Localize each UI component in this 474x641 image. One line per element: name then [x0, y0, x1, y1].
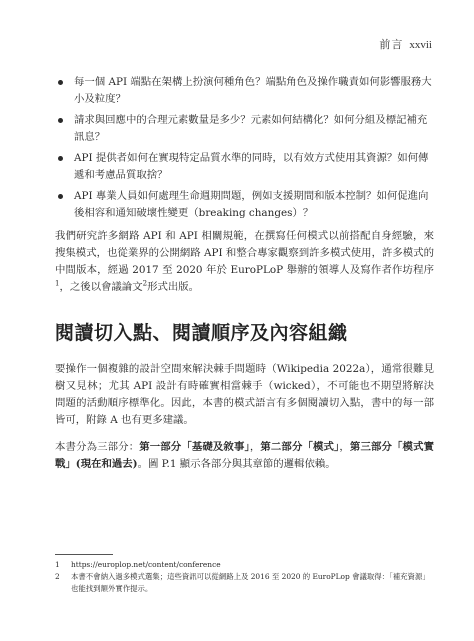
page-body [55, 74, 434, 473]
footnote-ref-1[interactable]: 1 [55, 279, 60, 288]
footnote-text: 本書不會納入過多模式選集；這些資訊可以從網路上及 2016 至 2020 的 EuroPLop 會議取得：「補充資源」也能找到額外實作提示。 [71, 572, 430, 593]
list-item-text: API 專業人員如何處理生命週期問題，例如支援期間和版本控制？如何促進向後相容和通知破壞性變更（breaking changes）？ [74, 190, 429, 219]
bullet-icon [58, 118, 63, 123]
separator: ， [339, 441, 350, 453]
section-heading: 閱讀切入點、閱讀順序及內容組織 [55, 322, 348, 344]
part-two-label: 第二部分「模式」 [260, 441, 340, 453]
question-list [55, 74, 434, 222]
research-paragraph [55, 228, 434, 296]
footnote-number: 2 [55, 572, 60, 581]
paragraph-text: 形式出版。 [147, 281, 200, 293]
footnote [55, 559, 434, 571]
structure-paragraph [55, 439, 434, 473]
footnote-number: 1 [55, 560, 60, 569]
list-item-text: API 提供者如何在實現特定品質水準的同時，以有效方式使用其資源？如何傳遞和考慮品質取捨？ [74, 152, 429, 181]
reading-paragraph: 要操作一個複雜的設計空間來解決棘手問題時（Wikipedia 2022a），通常很難見樹又見林；尤其 API 設計有時確實相當棘手（wicked），不可能也不期望將解決問題的活動順序標準化。因此，本書的模式語言有多個閱讀切入點，書中的每一部皆可，附錄 A 也有更多建議。 [55, 363, 434, 426]
list-item-text: 請求與回應中的合理元素數量是多少？元素如何結構化？如何分組及標記補充訊息？ [74, 114, 428, 143]
bullet-icon [58, 156, 63, 161]
separator: ， [249, 441, 261, 453]
paragraph-text: 我們研究許多網路 API 和 API 相關規範，在撰寫任何模式以前搭配自身經驗，來搜集模式，也從業界的公開網路 API 和整合專家觀察到許多模式使用，許多模式的中間版本，經過 2017 至 2020 年於 EuroPLoP 舉辦的領導人及寫作者作坊程序 [55, 230, 434, 276]
paragraph-text: 。圖 P.1 顯示各部分與其章節的邏輯依賴。 [137, 458, 336, 470]
footnote [55, 571, 434, 595]
paragraph-text: ，之後以會議論文 [59, 281, 143, 293]
footnote-link[interactable]: https://europlop.net/content/conference [71, 560, 221, 569]
paragraph-text: 本書分為三部分： [55, 441, 140, 453]
footnote-divider [55, 554, 113, 555]
page-number: xxvii [409, 39, 432, 51]
list-item [55, 112, 434, 146]
part-one-label: 第一部分「基礎及敘事」 [139, 441, 250, 453]
bullet-icon [58, 194, 63, 199]
list-item [55, 150, 434, 184]
list-item [55, 74, 434, 108]
list-item [55, 188, 434, 222]
footnote-ref-2[interactable]: 2 [142, 279, 148, 288]
part-three-label: 第三部分「模式實戰」(現在和過去) [55, 441, 435, 470]
bullet-icon [58, 80, 63, 85]
header-title: 前言 [379, 38, 404, 51]
list-item-text: 每一個 API 端點在架構上扮演何種角色？端點角色及操作職責如何影響服務大小及粒度？ [74, 76, 432, 105]
running-header [379, 36, 432, 52]
footnotes [55, 559, 434, 595]
